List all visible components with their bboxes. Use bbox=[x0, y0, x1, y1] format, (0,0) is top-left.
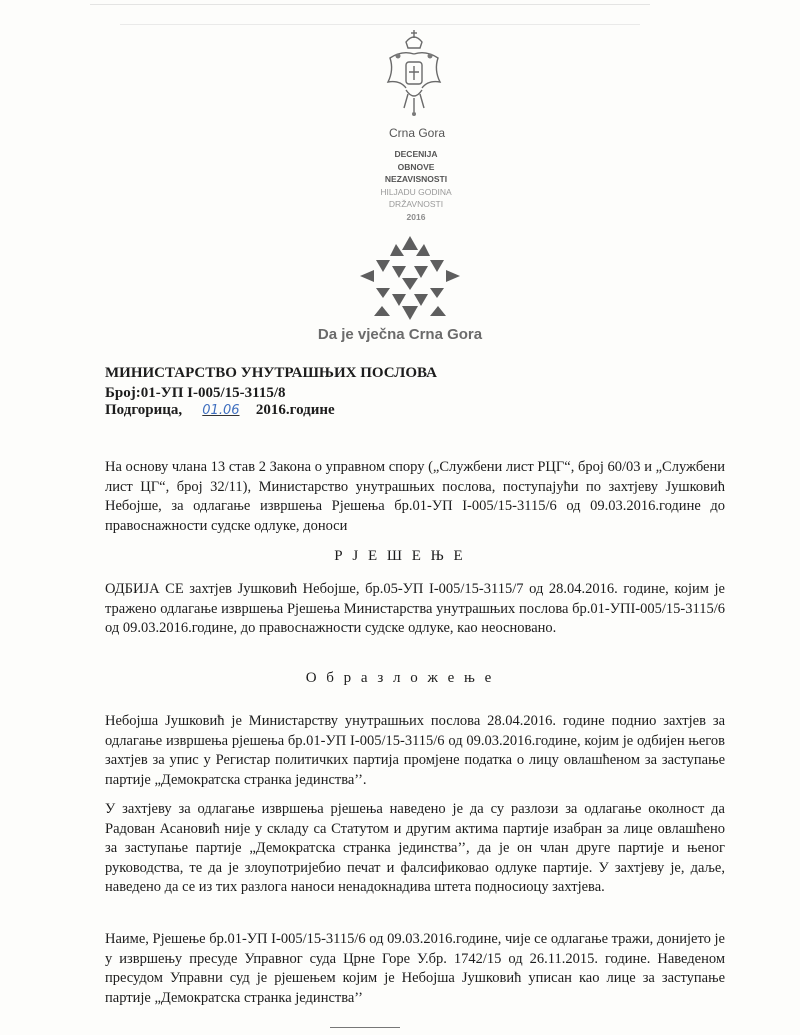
anniversary-logo-icon bbox=[356, 236, 464, 320]
decision-paragraph: ОДБИЈА СЕ захтјев Јушковић Небојше, бр.05-УП I-005/15-3115/7 од 28.04.2016. године, којим је тражено одлагање извршења Рјешења Министарства унутрашњих послова бр.01-УПI-005/15-3115/6 од 09.03.2016.године, до правоснажности судске одлуке, као неосновано. bbox=[105, 581, 725, 636]
independence-decade-mark bbox=[372, 148, 460, 224]
country-name: Crna Gora bbox=[388, 126, 446, 140]
coat-of-arms-icon bbox=[384, 28, 444, 120]
year-mark: 2016 bbox=[406, 211, 426, 222]
page-bottom-mark bbox=[330, 1027, 400, 1034]
reasoning-paragraph-3: Наиме, Рјешење бр.01-УП I-005/15-3115/6 од 09.03.2016.године, чије се одлагање тражи, донијето је у извршењу пресуде Управног суда Црне Горе У.бр. 1742/15 од 26.11.2015. године. Наведеном пресудом Управни суд је рјешењем којим је Небојша Јушковић уписан као лице за заступање партије „Демократска странка јединства’’ bbox=[105, 931, 725, 1006]
scan-artifact-line bbox=[90, 4, 650, 15]
reasoning-title: О б р а з л о ж е њ е bbox=[305, 670, 495, 686]
decade-line: OBNOVE bbox=[397, 161, 435, 172]
millennium-line: HILJADU GODINA bbox=[380, 186, 452, 197]
scan-artifact-line bbox=[120, 24, 640, 25]
decision-title: Р Ј Е Ш Е Њ Е bbox=[334, 548, 466, 564]
year-label: 2016.године bbox=[255, 402, 335, 418]
slogan: Da je vječna Crna Gora bbox=[317, 326, 483, 343]
intro-paragraph: На основу члана 13 став 2 Закона о управном спору („Службени лист РЦГ“, број 60/03 и „Службени лист ЦГ“, број 32/11), Министарство унутрашњих послова, поступајући по захтјеву Јушковић Небојше, за одлагање извршења Рјешења бр.01-УП I-005/15-3115/6 од 09.03.2016.године до правоснажности судске одлуке, доноси bbox=[105, 459, 725, 534]
handwritten-date: 01.06 bbox=[202, 403, 240, 418]
decade-line: NEZAVISNOSTI bbox=[384, 174, 448, 185]
document-number: Број:01-УП I-005/15-3115/8 bbox=[105, 385, 286, 401]
decade-line: DECENIJA bbox=[394, 149, 438, 159]
place-date-line bbox=[105, 402, 335, 419]
reasoning-paragraph-1: Небојша Јушковић је Министарству унутрашњих послова 28.04.2016. године поднио захтјев за одлагање извршења рјешења бр.01-УП I-005/15-3115/6 од 09.03.2016.године, којим је одбијен његов захтјев за упис у Регистар политичких партија промјене податка о лицу овлашћеном за заступање партије „Демократска странка јединства’’. bbox=[105, 713, 725, 788]
ministry-title: МИНИСТАРСТВО УНУТРАШЊИХ ПОСЛОВА bbox=[105, 365, 437, 381]
reasoning-paragraph-2: У захтјеву за одлагање извршења рјешења наведено је да су разлози за одлагање околност да Радован Асановић није у складу са Статутом и другим актима партије изабран за лице овлашћено за заступање партије „Демократска странка јединства’’, да је он члан друге партије и њеног руководства, те да је злоупотријебио печат и фалсификовао одлуке партије. У захтјеву је, даље, наведено да се из тих разлога наноси ненадокнадива штета подносиоцу захтјева. bbox=[105, 801, 725, 895]
place-label: Подгорица, bbox=[105, 402, 183, 418]
millennium-line: DRŽAVNOSTI bbox=[388, 199, 444, 210]
